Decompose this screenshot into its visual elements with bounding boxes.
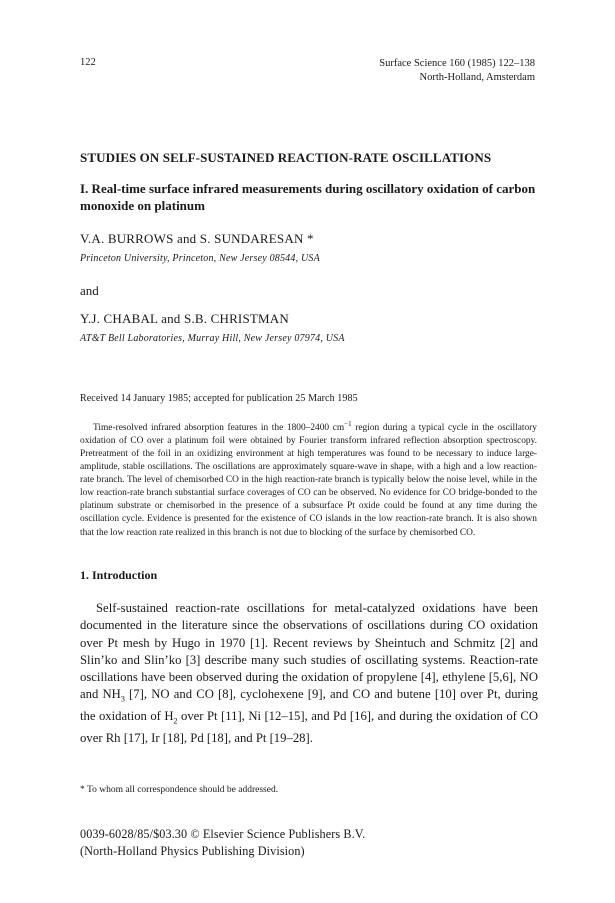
journal-line-2: North-Holland, Amsterdam [419, 72, 535, 83]
and-separator: and [80, 283, 99, 298]
authors-2: Y.J. CHABAL and S.B. CHRISTMAN [80, 311, 289, 326]
article-subtitle: I. Real-time surface infrared measurements during oscillatory oxidation of carbon monoxide on platinum [80, 181, 536, 213]
abstract-text-1: Time-resolved infrared absorption features in the 1800–2400 cm [93, 423, 345, 434]
intro-text-1: Self-sustained reaction-rate oscillations for metal-catalyzed oxidations have been documented in the literature since the observations of oscillations during CO oxidation over Pt mesh by Hugo in 1970 [1]. Recent reviews by Sheintuch and Schmitz [2] and Slin’ko and Slin’ko [3] describe many such studies of oscillating systems. Reaction-rate oscillations have been observed during the oxidation of propylene [4], ethylene [5,6], NO and NH [80, 601, 538, 702]
intro-text-2: [7], NO and CO [8], cyclohexene [9], and CO and butene [10] over Pt, during the oxidation of H [80, 687, 538, 724]
received-dates: Received 14 January 1985; accepted for publication 25 March 1985 [80, 393, 358, 404]
copyright-line-1: 0039-6028/85/$03.30 © Elsevier Science Publishers B.V. [80, 827, 366, 841]
intro-subscript-1: 3 [120, 695, 125, 705]
journal-line-1: Surface Science 160 (1985) 122–138 [379, 58, 535, 69]
abstract-superscript: −1 [344, 420, 352, 428]
page-number: 122 [80, 57, 96, 68]
footnote: * To whom all correspondence should be addressed. [80, 785, 279, 795]
affiliation-2: AT&T Bell Laboratories, Murray Hill, New Jersey 07974, USA [80, 333, 345, 344]
introduction-paragraph [80, 600, 538, 747]
authors-1: V.A. BURROWS and S. SUNDARESAN * [80, 231, 314, 246]
article-title: STUDIES ON SELF-SUSTAINED REACTION-RATE OSCILLATIONS [80, 150, 492, 165]
copyright [80, 826, 365, 860]
abstract-text-2: region during a typical cycle in the oscillatory oxidation of CO over a platinum foil were obtained by Fourier transform infrared reflection absorption spectroscopy. Pretreatment of the foil in an oxidizing environment at high temperatures was found to be necessary to induce large-amplitude, stable oscillations. The oscillations are approximately square-wave in shape, with a high and a low reaction-rate branch. The level of chemisorbed CO in the high reaction-rate branch is typically below the noise level, while in the low reaction-rate branch substantial surface coverages of CO can be observed. No evidence for CO bridge-bonded to the platinum substrate or chemisorbed in the presence of a subsurface Pt oxide could be found at any time during the oscillation cycle. Evidence is presented for the existence of CO islands in the low reaction-rate branch. It is also shown that the low reaction rate realized in this branch is not due to blocking of the surface by chemisorbed CO. [80, 423, 537, 538]
abstract [80, 418, 537, 540]
section-heading: 1. Introduction [80, 568, 158, 582]
intro-subscript-2: 2 [173, 716, 178, 726]
journal-citation [379, 57, 535, 85]
intro-text-3: over Pt [11], Ni [12–15], and Pd [16], and during the oxidation of CO over Rh [17], Ir [18], Pd [18], and Pt [19–28]. [80, 709, 538, 746]
copyright-line-2: (North-Holland Physics Publishing Division) [80, 844, 305, 858]
affiliation-1: Princeton University, Princeton, New Jersey 08544, USA [80, 253, 320, 264]
